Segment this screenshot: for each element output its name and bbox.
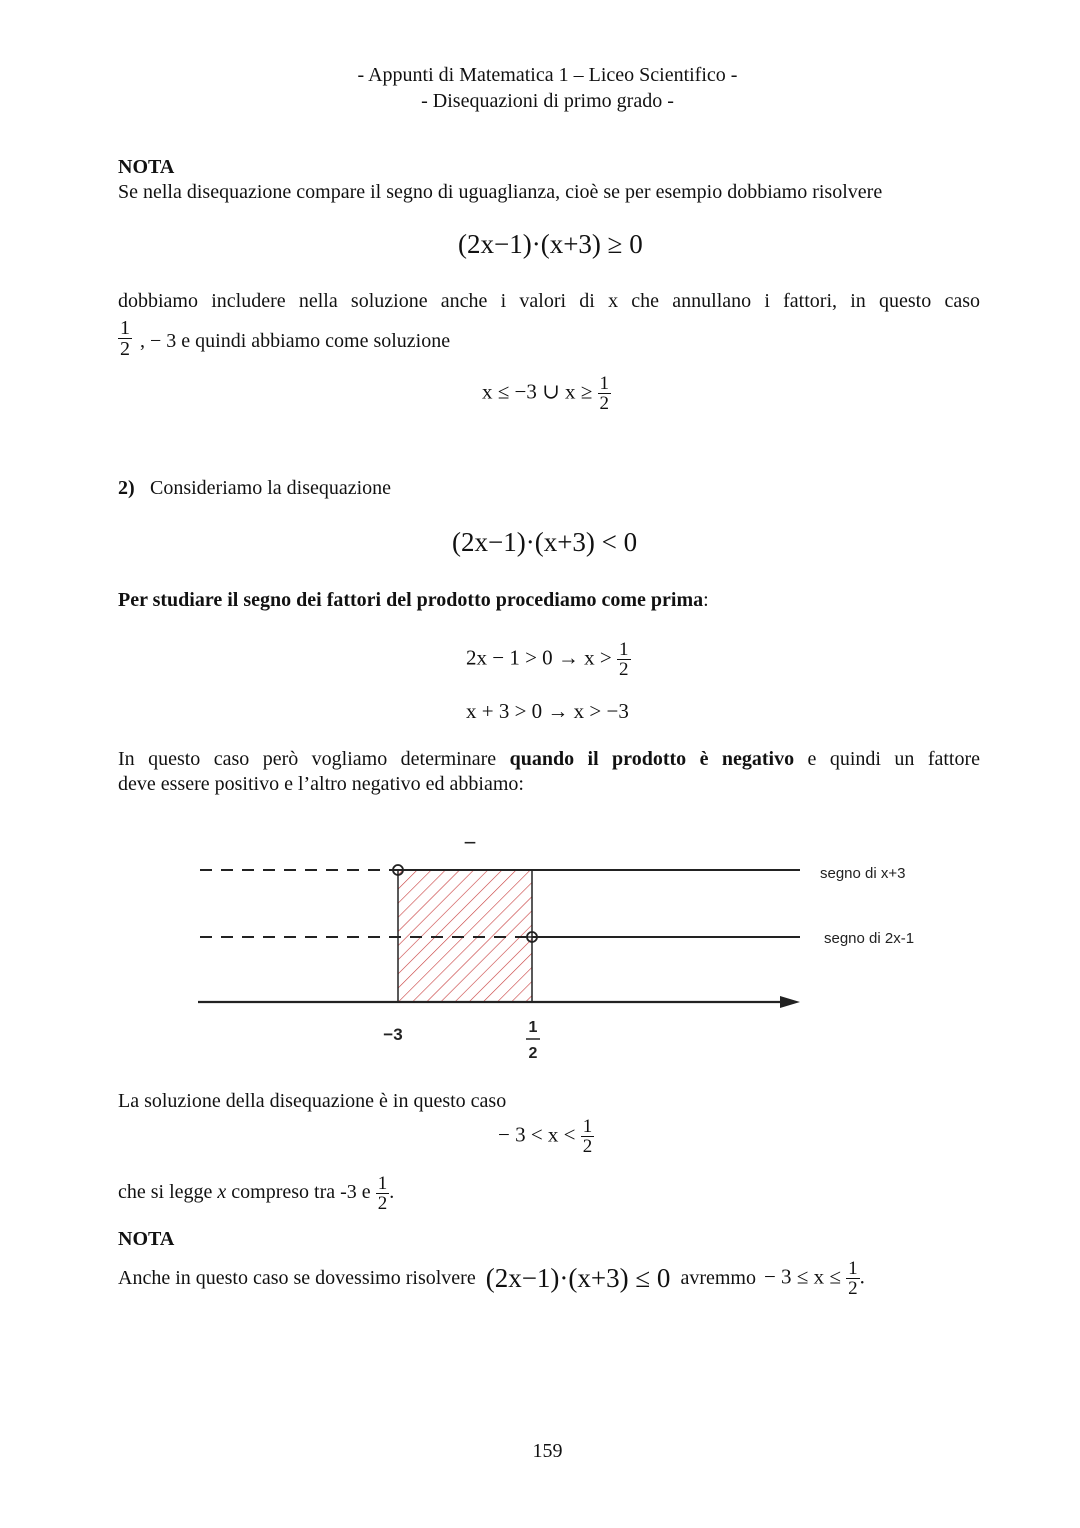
solution-text: La soluzione della disequazione è in questo caso xyxy=(118,1090,507,1112)
nota-text-3: , − 3 e quindi abbiamo come soluzione xyxy=(140,330,451,352)
tick-label-m3: −3 xyxy=(383,1025,403,1044)
header-line-1: - Appunti di Matematica 1 – Liceo Scientifico - xyxy=(357,64,738,86)
nota2-title: NOTA xyxy=(118,1228,175,1250)
tick-label-half-num: 1 xyxy=(528,1019,538,1036)
factor-2: x + 3 > 0 → x > −3 xyxy=(466,699,629,723)
equation-lt: (2x−1)·(x+3) < 0 xyxy=(452,527,638,557)
nota-text-2: dobbiamo includere nella soluzione anche i valori di x che annullano i fattori, in questo caso xyxy=(118,290,980,312)
study-text: Per studiare il segno dei fattori del prodotto procediamo come prima: xyxy=(118,589,709,611)
solution-inequality: − 3 < x < $\frac{1}{2}$ xyxy=(498,1116,593,1157)
equation-ge: (2x−1)·(x+3) ≥ 0 xyxy=(458,229,643,259)
tick-label-half-den: 2 xyxy=(528,1045,538,1062)
nota-text: Se nella disequazione compare il segno di uguaglianza, cioè se per esempio dobbiamo risolvere xyxy=(118,181,883,203)
section-intro: Consideriamo la disequazione xyxy=(150,477,392,499)
label-segno-2x1: segno di 2x-1 xyxy=(824,930,915,947)
header-line-2: - Disequazioni di primo grado - xyxy=(421,90,674,112)
nota2-line: Anche in questo caso se dovessimo risolvere (2x−1)·(x+3) ≤ 0 avremmo − 3 ≤ x ≤ $\frac{1}{2}$ . xyxy=(118,1258,865,1299)
solution-ge: x ≤ −3 ∪ x ≥ $\frac{1}{2}$ xyxy=(482,373,609,414)
fraction-half: $\frac{1}{2}$ xyxy=(120,317,130,360)
label-segno-x3: segno di x+3 xyxy=(820,865,906,882)
page-number: 159 xyxy=(532,1440,563,1462)
inequality-le: − 3 ≤ x ≤ $\frac{1}{2}$ . xyxy=(763,1258,865,1299)
reading-text: che si legge x compreso tra -3 e $\frac{1}{2}$ . xyxy=(118,1173,395,1214)
case-text: In questo caso però vogliamo determinare quando il prodotto è negativo e quindi un fattore xyxy=(118,748,981,770)
factor-1: 2x − 1 > 0 → x > $\frac{1}{2}$ xyxy=(466,639,629,680)
section-number: 2) xyxy=(118,477,135,499)
case-text-2: deve essere positivo e l’altro negativo ed abbiamo: xyxy=(118,773,524,795)
axis-arrow xyxy=(780,996,800,1008)
minus-sign-label: − xyxy=(463,830,477,855)
nota-title: NOTA xyxy=(118,156,175,178)
sign-chart xyxy=(0,820,1080,1070)
equation-le: (2x−1)·(x+3) ≤ 0 xyxy=(485,1263,671,1293)
